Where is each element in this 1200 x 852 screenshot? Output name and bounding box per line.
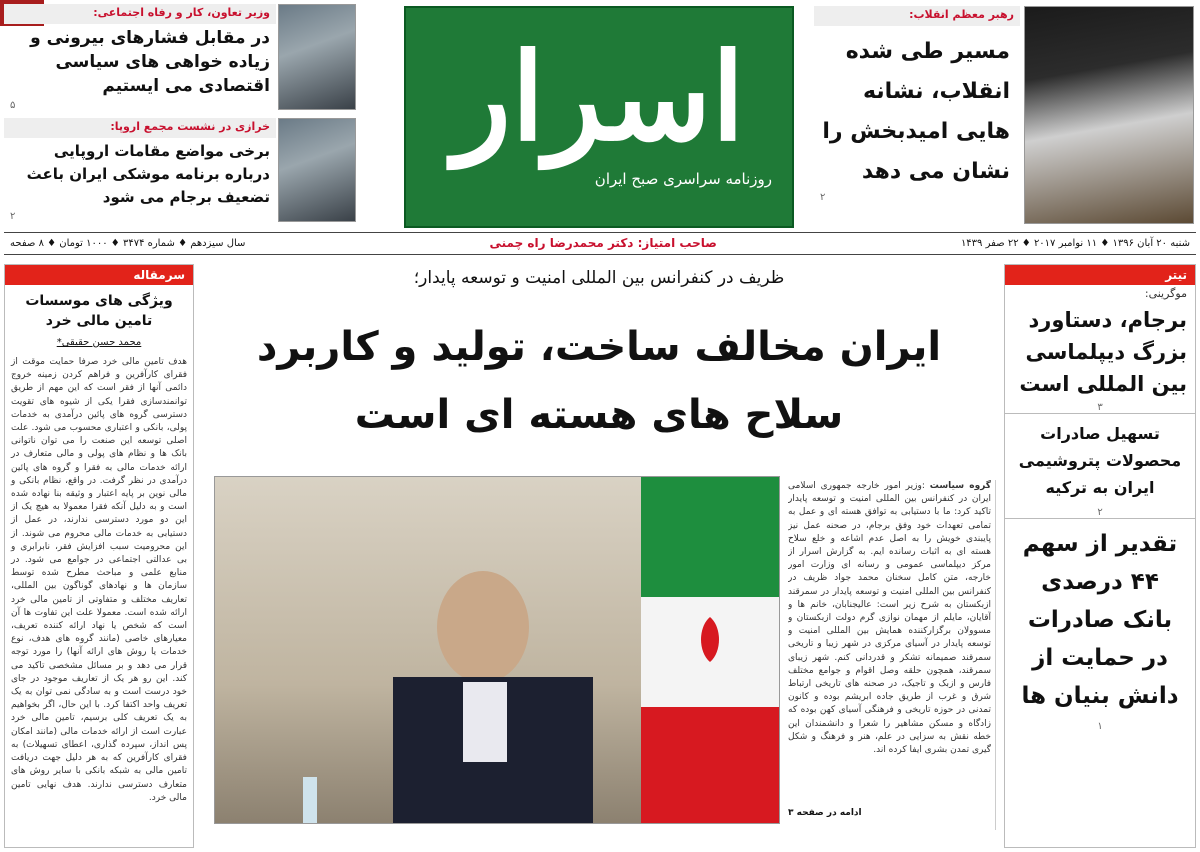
story-kicker-box: وزیر تعاون، کار و رفاه اجتماعی: (4, 4, 276, 24)
top-left-story-1[interactable] (4, 4, 276, 114)
tiitr-story-1[interactable]: برجام، دستاورد بزرگ دیپلماسی بین المللی است (1019, 308, 1187, 396)
tiitr-column (1004, 264, 1196, 848)
page-ref: ۲ (1097, 507, 1103, 518)
story-headline: مسیر طی شده انقلاب، نشانه هایی امیدبخش را نشان می دهد (822, 39, 1010, 184)
editorial-author: محمد حسن حقیقی* (56, 337, 142, 348)
editorial-label: سرمقاله (5, 265, 193, 285)
masthead-logo: اسرار (453, 27, 745, 168)
editorial-column (4, 264, 194, 848)
page-ref: ۱ (1097, 721, 1103, 732)
page-ref: ۵ (10, 100, 16, 111)
editorial-title[interactable]: ویژگی های موسسات تامین مالی خرد (25, 293, 173, 329)
masthead-tagline: روزنامه سراسری صبح ایران (594, 170, 772, 188)
body-lead: گروه سیاست (929, 481, 991, 491)
page-ref: ۲ (10, 211, 16, 222)
main-headline-2[interactable]: سلاح های هسته ای است (354, 392, 844, 438)
story-kicker-box: خرازی در نشست مجمع اروپا: (4, 118, 276, 138)
kharazi-photo (278, 118, 356, 222)
main-body (784, 480, 996, 830)
story-headline: برخی مواضع مقامات اروپایی درباره برنامه موشکی ایران باعث تضعیف برجام می شود (26, 142, 270, 206)
main-headline-1[interactable]: ایران مخالف ساخت، تولید و کاربرد (256, 324, 942, 370)
top-left-story-2[interactable] (4, 118, 276, 226)
top-right-story[interactable] (814, 6, 1020, 226)
issue-date: شنبه ۲۰ آبان ۱۳۹۶ ♦ ۱۱ نوامبر ۲۰۱۷ ♦ ۲۲ صفر ۱۴۳۹ (960, 237, 1190, 249)
minister-photo (278, 4, 356, 110)
info-bar (4, 234, 1196, 252)
tiitr-story-3[interactable]: تقدیر از سهم ۴۴ درصدی بانک صادرات در حمایت از دانش بنیان ها (1021, 531, 1179, 709)
leader-photo (1024, 6, 1194, 224)
continue-link[interactable]: ادامه در صفحه ۳ (788, 808, 862, 818)
flag-graphic (214, 477, 779, 824)
tiitr-story-2[interactable]: تسهیل صادرات محصولات پتروشیمی ایران به ترکیه (1018, 424, 1182, 497)
story-kicker-box: رهبر معظم انقلاب: (814, 6, 1020, 26)
story-headline: در مقابل فشارهای بیرونی و زیاده خواهی های سیاسی اقتصادی می ایستیم (30, 28, 270, 96)
tiitr-label: تیتر (1005, 265, 1195, 285)
page-ref: ۲ (820, 192, 826, 203)
main-kicker: ظریف در کنفرانس بین المللی امنیت و توسعه پایدار؛ (413, 268, 785, 288)
body-text: :وزیر امور خارجه جمهوری اسلامی ایران در کنفرانس بین المللی امنیت و توسعه پایدار تاکید کرد: ما با دستیابی به توافق هسته ای و عمل به تمامی تعهدات خود وفق برجام، در صحنه عمل نیز پایبندی خویش را به اصل عدم اشاعه و خلع سلاح هسته ای به اثبات رسانده ایم. به گزارش اسرار از مرکز دیپلماسی عمومی و رسانه ای وزارت امور خارجه، متن کامل سخنان محمد جواد ظریف در کنفرانس بین المللی امنیت و توسعه پایدار در سمرقند ازبکستان به شرح زیر است: عالیجنابان، خانم ها و آقایان، مایلم از مهمان نوازی گرم دولت ازبکستان و مسوولان برگزارکننده همایش بین المللی امنیت و توسعه پایدار در آسیای مرکزی در شهر زیبا و تاریخی سمرقند صمیمانه تشکر و قدردانی کنم. شهر زیبای سمرقند، همچون حلقه وصل اقوام و جوامع مختلف فارس و ازبک و تاجیک، در صحنه های تاریخی ارتباط شرق و غرب از طریق جاده ابریشم بوده و کانون تمدنی در حوزه تاریخی و فرهنگی آسیای کهن بوده که زادگاه و مسکن مشاهیر را شعرا و دانشمندان این خطه نقش به سزایی در علم، هنر و فرهنگ و شکل گیری تمدن بشری ایفا کرده اند. (788, 481, 991, 756)
editorial-body: هدف تامین مالی خرد صرفا حمایت موقت از فقرای کارآفرین و فراهم کردن زمینه خروج دائمی آنها از فقر است که این مهم از طریق توانمندسازی فقرا یکی از شیوه های تقویت دسترسی گروه های پائین درآمدی به خدمات پولی، بانکی و اعتباری محسوب می شود. علت اصلی توسعه این صنعت را می توان ناتوانی بانک ها و نظام های پولی و مالی متعارف در ارائه خدمات مالی به فقرا و گروه های پائین درآمدی در نظر گرفت. در واقع، نظام بانکی و مالی نوین بر پایه اعتبار و وثیقه بنا نهاده شده است و به دلیل آنکه فقرا معمولا به هیچ یک از این دو مورد دسترسی ندارند، در عمل از دستیابی به خدمات مالی محروم می شوند. از این محرومیت سبب افزایش فقر، نابرابری و بی عدالتی اجتماعی در جوامع می شود. در منابع علمی و مباحث مطرح شده توسط سازمان ها و نهادهای گوناگون بین المللی، تعاریف مختلف و متفاوتی از تامین مالی خرد ارائه شده است. معمولا علت این تفاوت ها آن است که شخص یا نهاد ارائه کننده تعریف، معیارهای خاصی (مانند گروه های هدف، نوع خدمات یا روش های ارائه آنها) را مورد توجه قرار می دهد و بر مسائل مشخصی تاکید می کند. این رو هر یک از تعاریف موجود در جای خود درست است و به سادگی نمی توان به یک تعریف واحد اکتفا کرد. با این حال، اگر بخواهیم به یک تعریف کلی برسیم، تامین مالی خرد عبارت است از ارائه خدمات مالی (مانند امکان پس انداز، سپرده گذاری، اعطای تسهیلات) به فقرای کارآفرین که به هر دلیل جهت دریافت تامین مالی به شبکه بانکی با سایر روش های متعارف دسترسی ندارند. هدف نهایی تامین مالی خرد. (11, 357, 187, 803)
issue-info: سال سیزدهم ♦ شماره ۳۴۷۴ ♦ ۱۰۰۰ تومان ♦ ۸ صفحه (10, 237, 246, 249)
publisher: صاحب امتیاز: دکتر محمدرضا راه چمنی (489, 236, 717, 250)
tiitr-kicker: موگرینی: (1144, 287, 1187, 300)
page-ref: ۳ (1097, 402, 1103, 413)
zarif-photo (214, 476, 780, 824)
masthead (404, 6, 794, 228)
